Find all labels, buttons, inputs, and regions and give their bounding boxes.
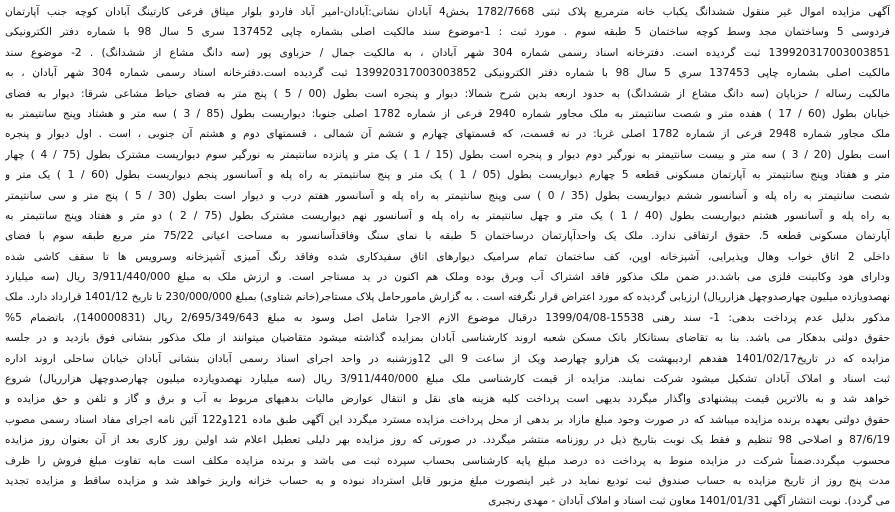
notice-line: خیابان بطول (60 / 17 ) هفده متر و شصت سانتیمتر به ملک مجاور شماره 2940 فرعی از شماره 1782 اصلی جنوبا: دیواریست بطول (85 / 3 ) سه متر و هشتاد وپنج سانتیمتر به [5, 107, 890, 120]
notice-line: شصت سانتیمتر به راه پله و آسانسور ششم دیواریست بطول (35 / 0 ) سی وپنج سانتیمتر به راه پله و آسانسور هفتم درب و دیوار است بطول (30 / 5 ) پنج متر و سی سانتیمتر [5, 189, 890, 202]
notice-line: آپارتمان مسکونی قطعه 5. حقوق ارتفاقی ندارد. ملک یک واحدآپارتمان درساختمان 5 طبقه با نمای سنگ وفاقدآسانسور به مساحت اعیانی 75/22 متر مربع طبقه سوم با فضای [5, 230, 890, 243]
notice-line: مزایده که در تاریخ1401/02/17 هفدهم اردیبهشت یک هزارو چهارصد ویک از ساعت 9 الی 12وزشنبه در واحد اجرای اسناد رسمی آبادان بنشانی آبادان خیابان ساحلی اروند اداره [5, 352, 890, 365]
notice-line: آگهی مزایده اموال غیر منقول ششدانگ یکباب خانه مترمربع پلاک ثبتی 1782/7668 بخش4 آبادان نشانی:آبادان-امیر آباد فاردو بلوار میثاق فرعی کارتینگ آبادان کوچه جنب آپارتمان [5, 6, 890, 18]
notice-line: داخلی 2 اتاق خواب وهال وپذیرایی، آشپزخانه اوپن، کف ساختمان تمام سرامیک دیوارهای اتاق سفیدکاری شده وفاقد رنگ آمیزی آشپزخانه وسرویس ها تا سقف کاشی شده [5, 250, 890, 263]
notice-line: 139920317003003851 ثبت گردیده است. دفترخانه اسناد رسمی شماره 304 شهر آبادان ، به مالکیت جمال / حزباوی پور (سه دانگ مشاع از ششدانگ) . 2- موضوع سند [5, 46, 890, 59]
notice-line: است بطول (20 / 3 ) سه متر و بیست سانتیمتر به نورگیر دوم دیوار و پنجره است بطول (15 / 1 ) یک متر و پانزده سانتیمتر به نورگیر سوم دیواریست مشترک بطول (75 / 4 ) چهار [5, 148, 890, 161]
notice-line: ملک مجاور شماره 2948 فرعی از شماره 1782 اصلی غربا: در نه قسمت، که قسمتهای چهارم و ششم آن شمالی ، قسمتهای دوم و هشتم آن جنوبی ، است . اول دیوار و پنجره [5, 128, 890, 141]
notice-line: ثبت اسناد و املاک آبادان تشکیل میشود شرکت نمایند. مزایده از قیمت کارشناسی ملک مبلغ 3/911/440/000 ریال (سه میلیارد نهصدویازده میلیون چهارصدوچهل هزارریال) شروع [5, 373, 890, 386]
notice-line: محسوب میگردد.ضمناً شرکت در مزایده منوط به پرداخت ده درصد مبلغ پایه کارشناسی بحساب سپرده ثبت می باشد و برنده مزایده مکلف است مابه تفاوت مبلغ فروش را ظرف [5, 454, 890, 467]
notice-line: به راه پله و آسانسور هشتم دیواریست بطول (40 / 1 ) یک متر و چهل سانتیمتر به راه پله و آسانسور نهم دیواریست مشترک بطول (75 / 2 ) دو متر و هفتاد وپنج سانتیمتر به [5, 209, 890, 222]
notice-line: مذکور بدلیل عدم پرداخت بدهی: 1- سند رهنی 15538-1399/04/08 درقبال موضوع الازم الاجرا شامل اصل وسود به مبلغ 2/695/349/643 ریال (140000831)، باتضمام 5% [5, 311, 890, 324]
notice-line: مدت پنج روز از تاریخ مزایده به حساب صندوق ثبت تودیع نماید در غیر اینصورت مبلغ مزبور قابل استرداد نبوده و به حساب خزانه واریز خواهد شد و مزایده ساقط و مزایده تجدید [5, 474, 890, 487]
notice-line: مالکیت اصلی بشماره چاپی 137453 سری 5 سال 98 با شماره دفتر الکترونیکی 139920317003003852 ثبت گردیده است.دفترخانه اسناد رسمی شماره 304 شهر آبادان ، به [5, 67, 890, 80]
notice-line: متر و هفتاد وپنج سانتیمتر به آپارتمان مسکونی قطعه 5 چهارم دیواریست بطول (05 / 1 ) یک متر و پنج سانتیمتر به راه پله و آسانسور پنجم دیواریست بطول (60 / 1 ) یک متر و [5, 169, 890, 182]
notice-line: فردوسی 5 وساختمان مجد وسط کوچه ساختمان 5 طبقه سوم . مورد ثبت : 1-موضوع سند مالکیت اصلی بشماره چاپی 137452 سری 5 سال 98 با شماره دفتر الکترونیکی [5, 26, 890, 39]
notice-line: نهصدویازده میلیون چهارصدوچهل هزارریال) ارزیابی گردیده که مورد اعتراض قرار نگرفته است . به گزارش مامورحامل پلاک مستاجر(خانم شتاوی) بمبلغ 230/000/000 تا تاریخ 1401/12 قرارداد دارد. ملک [5, 291, 890, 304]
notice-line: خواهد شد و به بالاترین قیمت پیشنهادی واگذار میگردد بدیهی است پرداخت کلیه هزینه های نقل و انتقال عوارض مالیات بدهیهای مربوط به آب و برق و گاز و تلفن و حق مزایده و [5, 393, 890, 406]
notice-line: مالکیت رساله / حزباپان (سه دانگ مشاع از ششدانگ) به حدود اربعه بدین شرح شمالا: دیوار و پنجره است بطول (00 / 5 ) پنج متر به فضای حیاط مشاعی شرقا: دیوار به فضای [5, 87, 890, 100]
notice-line: ودارای هود وکابینت فلزی می باشد.در ضمن ملک مذکور فاقد اشتراک آب وبرق بوده وملک هم اکنون در ید مستاجر است. و ارزش ملک به مبلغ 3/911/440/000 ریال (سه میلیارد [5, 271, 890, 284]
notice-line: 87/6/19 و اصلاحی 98 تنظیم و فقط یک نوبت بتاریخ ذیل در روزنامه منتشر میگردد. در صورتی که روز مزایده بهر دلیلی تعطیل اعلام شد اولین روز کاری بعد از آن بعنوان روز مزایده [5, 434, 890, 447]
notice-line: حقوق دولتی بعهده برنده مزایده میباشد که در صورت وجود مبلغ مازاد بر بدهی از محل پرداخت مزایده مسترد میگردد این آگهی طبق ماده 121و122 آئین نامه اجرای مفاد اسناد رسمی مصوب [5, 413, 890, 426]
notice-line: حقوق دولتی بدهکار می باشد. بنا به تقاضای بستانکار بانک مسکن شعبه اروند کارشناسی آبادان بمزایده گذاشته میشود متقاضیان میتوانند از ملک مذکور بنشانی فوق بازدید و در جلسه [5, 332, 890, 345]
notice-line-last: می گردد). نوبت انتشار آگهی 1401/01/31 معاون ثبت اسناد و املاک آبادان - مهدی رنجبری [488, 495, 890, 508]
